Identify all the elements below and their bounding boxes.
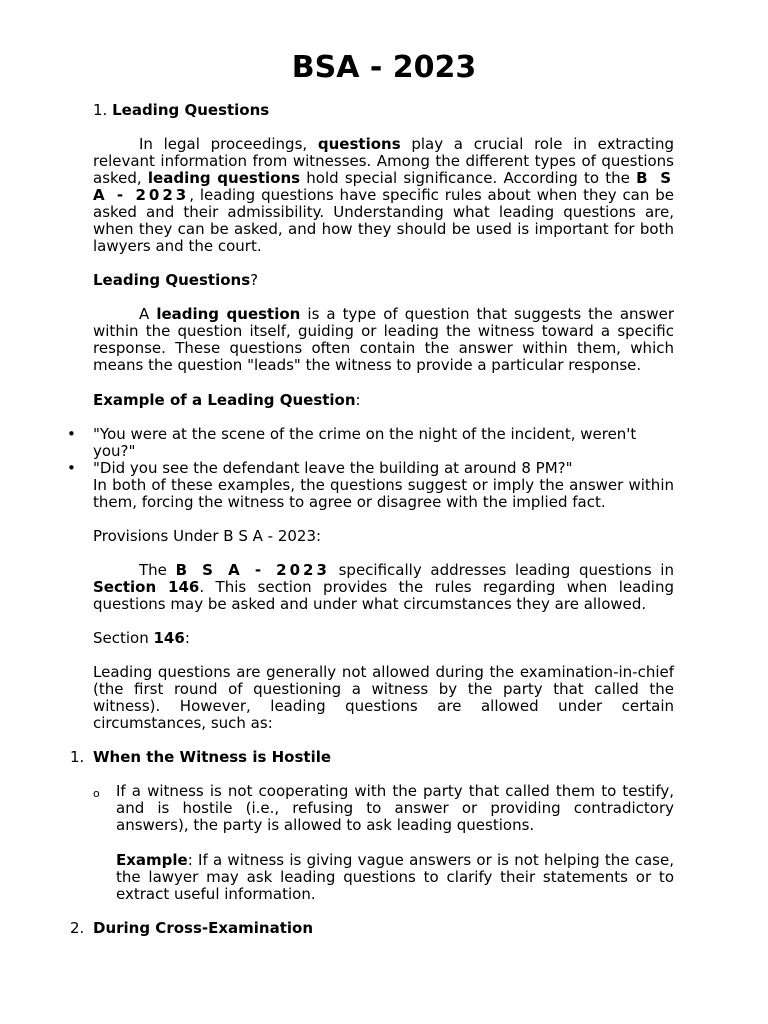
section-label: Leading Questions (112, 101, 270, 119)
section-146-paragraph: Leading questions are generally not allowed during the examination-in-chief (the first round of questioning a witness by the party that called the witness). However, leading questions are allowed under certain circumstances, such as: (93, 663, 674, 732)
example-label: Example (116, 851, 188, 869)
list-item-label: When the Witness is Hostile (93, 748, 332, 766)
intro-text: In legal proceedings, (139, 135, 318, 153)
examples-explanation: In both of these examples, the questions suggest or imply the answer within them, forcing the witness to agree or disagree with the implied fact. (93, 476, 674, 511)
provisions-paragraph (93, 562, 674, 613)
section-146-heading (93, 630, 674, 647)
section-word: Section (93, 629, 154, 647)
section-number: 146 (153, 629, 185, 647)
intro-paragraph (93, 136, 674, 255)
provisions-heading: Provisions Under B S A - 2023: (93, 527, 322, 545)
term-section-146: Section 146 (93, 578, 200, 596)
term-bsa: B S A - 2023 (175, 561, 330, 579)
subheading-leading-questions (93, 272, 674, 289)
term-leading-questions: leading questions (147, 169, 301, 187)
definition-text: is a type of question that suggests the answer within the question itself, guiding or leading the witness toward a specific response. These questions often contain the answer within them, which means the question "leads" the witness to provide a particular response. (93, 305, 675, 374)
example-text: : If a witness is giving vague answers or is not helping the case, the lawyer may ask leading questions to clarify their statements or to extract useful information. (116, 851, 674, 903)
section-punct: : (184, 629, 190, 647)
provisions-text: . This section provides the rules regarding when leading questions may be asked and under what circumstances they are allowed. (93, 578, 675, 613)
section-number: 1. (93, 101, 108, 119)
example-paragraph (116, 852, 674, 903)
list-item: "You were at the scene of the crime on the night of the incident, weren't you?" (93, 425, 637, 460)
subheading-bold: Leading Questions (93, 271, 251, 289)
section-heading-leading-questions (93, 102, 674, 119)
list-item: "Did you see the defendant leave the building at around 8 PM?" (93, 459, 573, 477)
list-item-cross-examination (93, 920, 674, 937)
provisions-text: The (139, 561, 176, 579)
list-item-hostile-witness (93, 749, 674, 766)
subheading-punct: ? (250, 271, 259, 289)
bullet-icon: • (67, 459, 76, 477)
list-number: 2. (70, 919, 85, 937)
list-number: 1. (70, 748, 85, 766)
list-item-label: During Cross-Examination (93, 919, 314, 937)
subheading-example (93, 392, 674, 409)
intro-text: play a crucial role in extracting relevant information from witnesses. Among the different types of questions asked, (93, 135, 674, 187)
definition-text: A (139, 305, 157, 323)
subheading-bold: Example of a Leading Question (93, 391, 356, 409)
subheading-punct: : (355, 391, 361, 409)
bullet-icon: • (67, 425, 76, 443)
term-questions: questions (317, 135, 401, 153)
intro-text: , leading questions have specific rules about when they can be asked and their admissibility. Understanding what leading questions are, when they can be asked, and how they should be used is important for both lawyers and the court. (93, 186, 675, 255)
term-leading-question: leading question (156, 305, 301, 323)
definition-paragraph (93, 306, 674, 374)
circle-bullet-icon: o (93, 787, 100, 800)
provisions-text: specifically addresses leading questions in (329, 561, 674, 579)
document-title: BSA - 2023 (291, 50, 477, 85)
intro-text: hold special significance. According to the (300, 169, 637, 187)
hostile-witness-description: If a witness is not cooperating with the party that called them to testify, and is hostile (i.e., refusing to answer or providing contradictory answers), the party is allowed to ask leading questions. (116, 782, 674, 834)
term-bsa: B S A - 2023 (93, 169, 675, 204)
